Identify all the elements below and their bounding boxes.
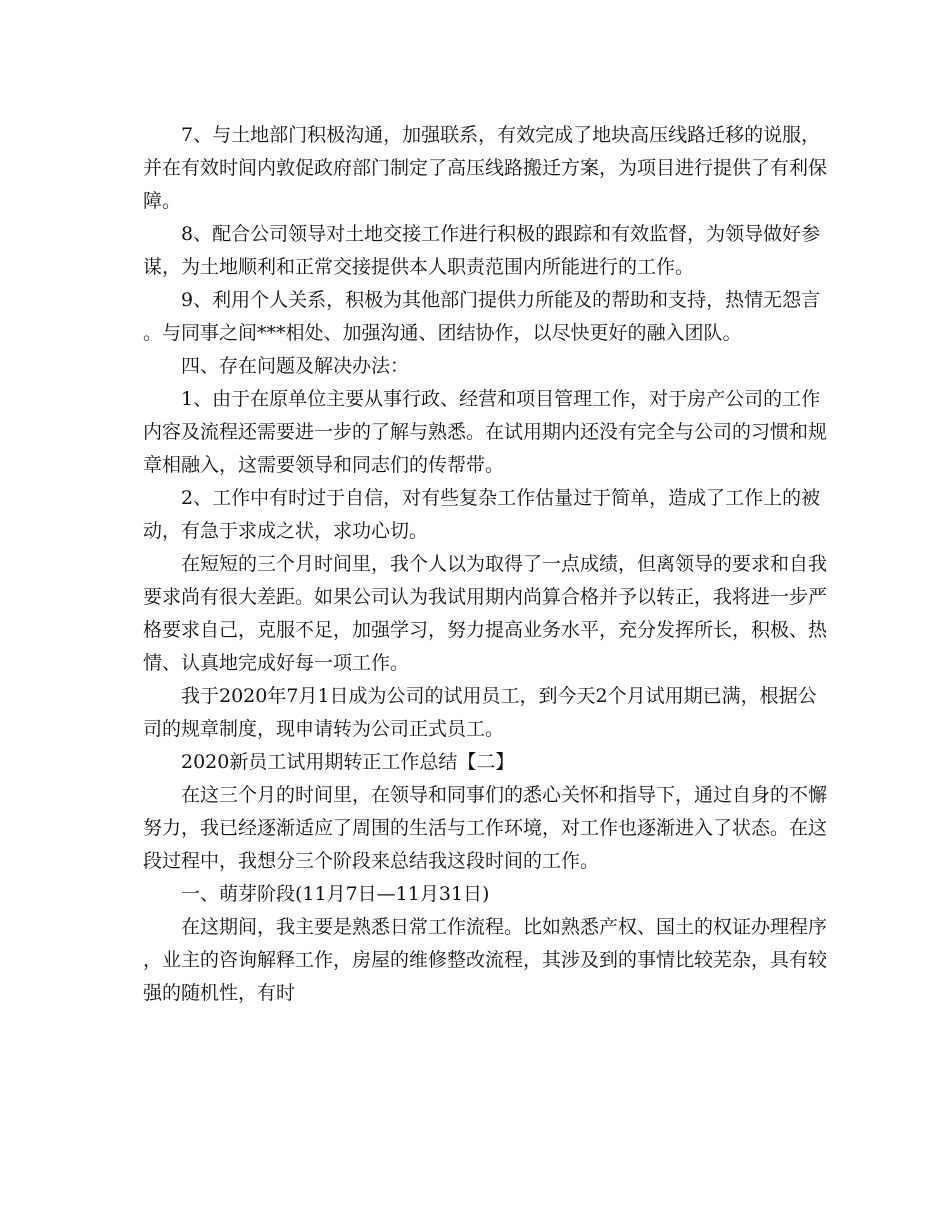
paragraph-item-9: 9、利用个人关系，积极为其他部门提供力所能及的帮助和支持，热情无怨言。与同事之间***相处、加强沟通、团结协作，以尽快更好的融入团队。 — [143, 289, 821, 344]
document-body — [143, 119, 833, 1010]
paragraph-problem-1: 1、由于在原单位主要从事行政、经营和项目管理工作，对于房产公司的工作内容及流程还需要进一步的了解与熟悉。在试用期内还没有完全与公司的习惯和规章相融入，这需要领导和同志们的传帮带。 — [143, 388, 828, 476]
paragraph-conclusion: 在短短的三个月时间里，我个人以为取得了一点成绩，但离领导的要求和自我要求尚有很大差距。如果公司认为我试用期内尚算合格并予以转正，我将进一步严格要求自己，克服不足，加强学习，努力提高业务水平，充分发挥所长，积极、热情、认真地完成好每一项工作。 — [143, 553, 828, 674]
paragraph-problem-2: 2、工作中有时过于自信，对有些复杂工作估量过于简单，造成了工作上的被动，有急于求成之状，求功心切。 — [143, 487, 821, 542]
section-heading-problems: 四、存在问题及解决办法： — [181, 355, 410, 377]
paragraph-intro: 在这三个月的时间里，在领导和同事们的悉心关怀和指导下，通过自身的不懈努力，我已经逐渐适应了周围的生活与工作环境，对工作也逐渐进入了状态。在这段过程中，我想分三个阶段来总结我这段时间的工作。 — [143, 784, 828, 872]
paragraph-application: 我于2020年7月1日成为公司的试用员工，到今天2个月试用期已满，根据公司的规章制度，现申请转为公司正式员工。 — [143, 685, 817, 740]
section-title-two: 2020新员工试用期转正工作总结【二】 — [181, 751, 515, 773]
paragraph-stage-one: 在这期间，我主要是熟悉日常工作流程。比如熟悉产权、国土的权证办理程序，业主的咨询解释工作，房屋的维修整改流程，其涉及到的事情比较芜杂，具有较强的随机性，有时 — [143, 916, 828, 1004]
section-heading-stage-one: 一、萌芽阶段(11月7日—11月31日) — [181, 883, 490, 905]
paragraph-item-8: 8、配合公司领导对土地交接工作进行积极的跟踪和有效监督，为领导做好参谋，为土地顺利和正常交接提供本人职责范围内所能进行的工作。 — [143, 223, 821, 278]
paragraph-item-7: 7、与土地部门积极沟通，加强联系，有效完成了地块高压线路迁移的说服，并在有效时间内敦促政府部门制定了高压线路搬迁方案，为项目进行提供了有利保障。 — [143, 124, 828, 212]
